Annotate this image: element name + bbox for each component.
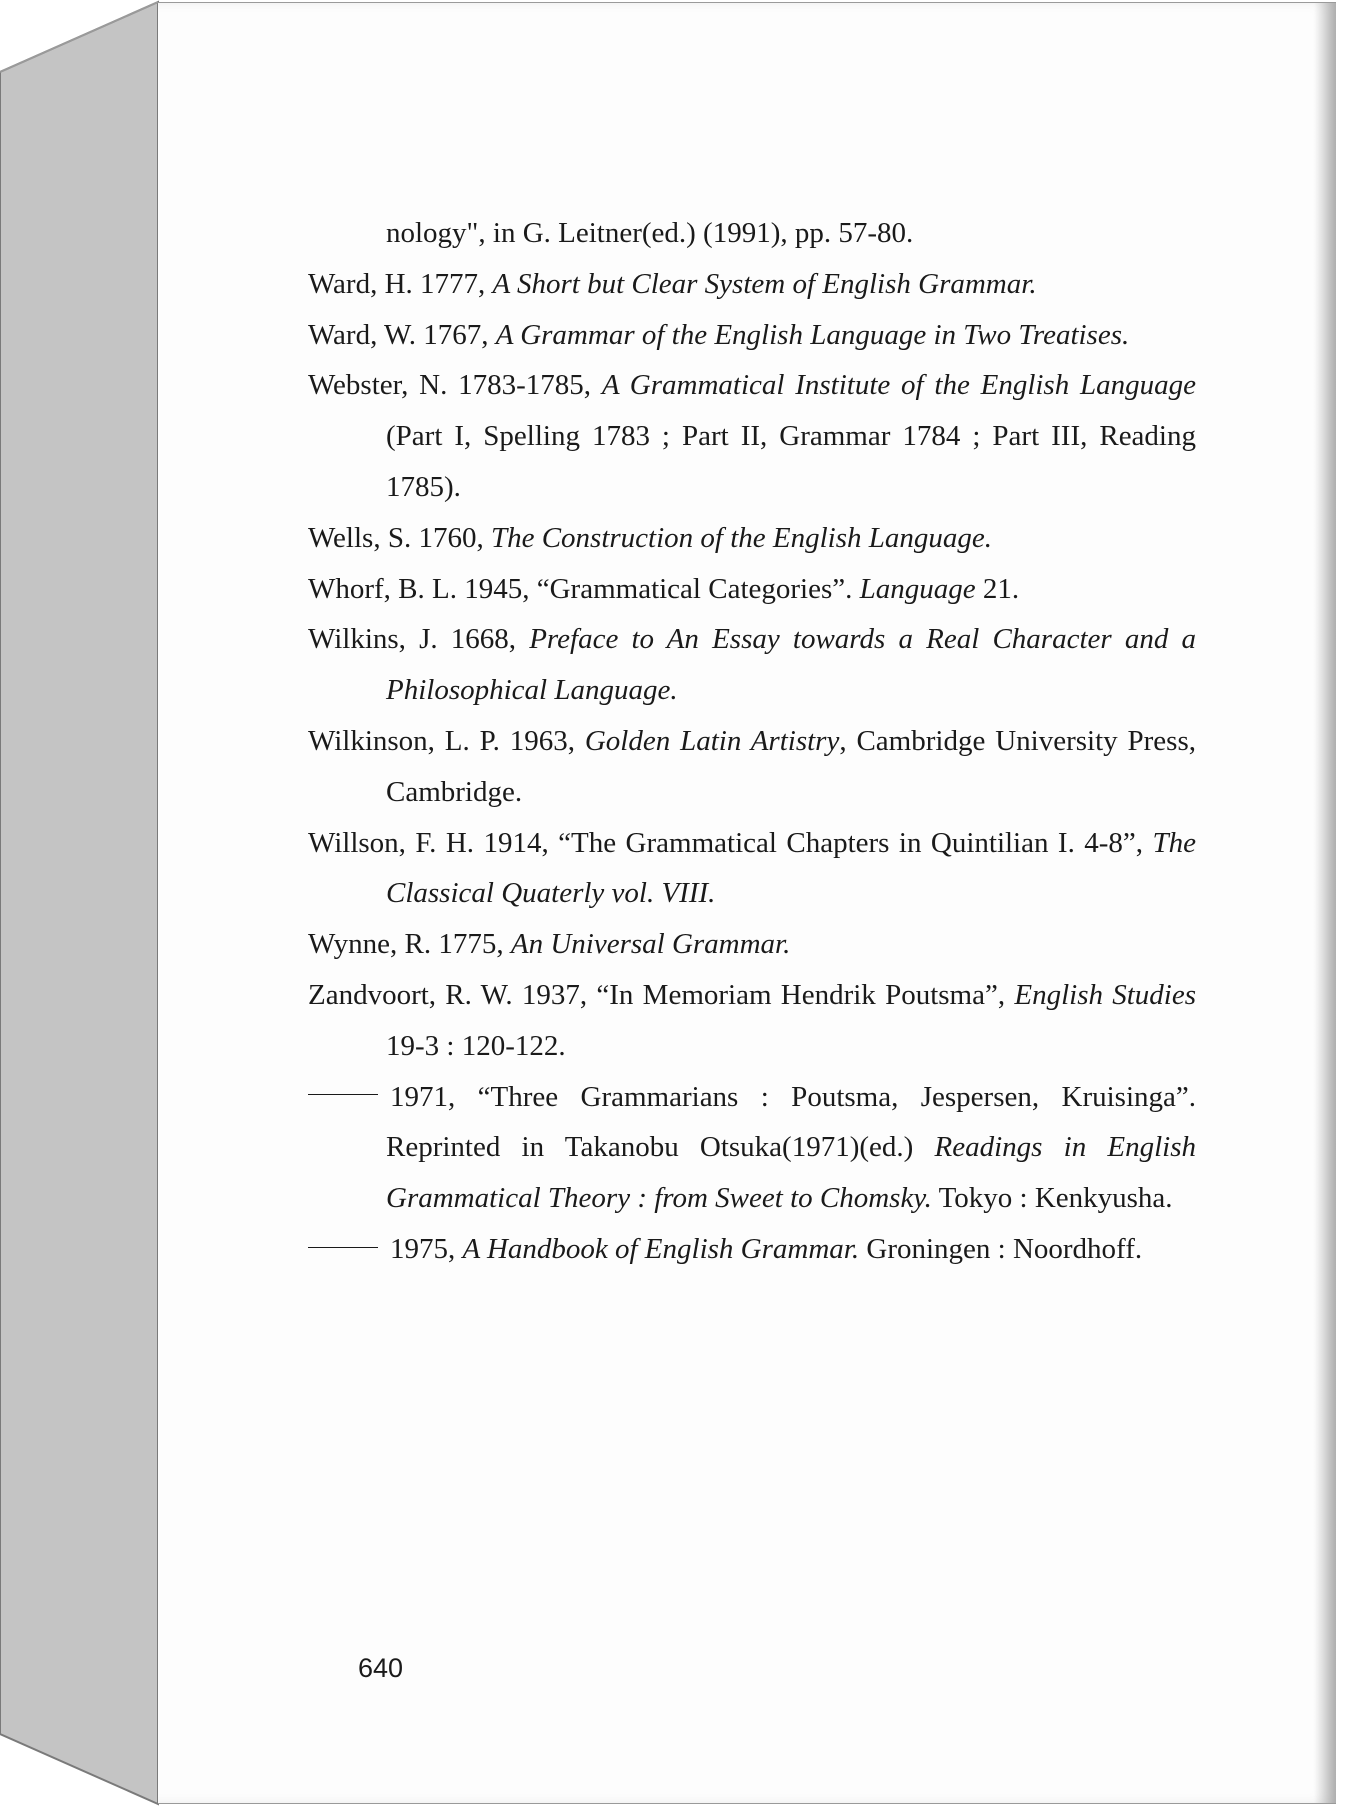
reference-title: Golden Latin Artistry (584, 724, 840, 757)
reference-text: Wilkins, J. 1668, (308, 623, 530, 656)
reference-title: A Grammatical Institute of the English Language (601, 369, 1196, 402)
reference-text: Wells, S. 1760, (308, 521, 491, 554)
reference-title: Readings in English Grammatical Theory : from Sweet to Chomsky. (386, 1131, 1197, 1215)
reference-entry (308, 716, 1196, 818)
reference-text: Wynne, R. 1775, (308, 928, 511, 961)
reference-entry (308, 919, 1196, 970)
reference-title: The Classical Quaterly vol. VIII. (386, 826, 1196, 910)
reference-entry (308, 614, 1196, 716)
reference-text: Ward, H. 1777, (308, 267, 493, 300)
reference-entry (308, 310, 1196, 361)
reference-text: Wilkinson, L. P. 1963, (308, 724, 585, 757)
reference-text: 1971, “Three Grammarians : Poutsma, Jespersen, Kruisinga”. Reprinted in Takanobu Otsuka(1971)(ed.) (386, 1080, 1196, 1164)
reference-text: 19-3 : 120-122. (386, 1029, 566, 1062)
reference-text: Willson, F. H. 1914, “The Grammatical Chapters in Quintilian I. 4-8”, (308, 826, 1153, 859)
reference-title: The Construction of the English Language. (490, 521, 993, 554)
reference-text: (Part I, Spelling 1783 ; Part II, Grammar 1784 ; Part III, Reading 1785). (386, 420, 1196, 503)
reference-title: A Handbook of English Grammar. (462, 1232, 860, 1265)
reference-title: A Short but Clear System of English Grammar. (492, 267, 1037, 300)
reference-title: An Universal Grammar. (510, 928, 791, 961)
reference-text: Groningen : Noordhoff. (859, 1232, 1143, 1265)
book-page (158, 2, 1336, 1804)
reference-title: Preface to An Essay towards a Real Character and a Philosophical Language. (386, 623, 1196, 707)
reference-list (308, 208, 1196, 1275)
reference-entry (308, 1224, 1196, 1275)
reference-entry (308, 259, 1196, 310)
reference-text: Ward, W. 1767, (308, 318, 496, 351)
reference-title: A Grammar of the English Language in Two Treatises. (495, 318, 1130, 351)
reference-text: Zandvoort, R. W. 1937, “In Memoriam Hendrik Poutsma”, (308, 978, 1015, 1011)
reference-entry (308, 360, 1196, 512)
ditto-dash (308, 1094, 378, 1095)
reference-text: 21. (975, 572, 1020, 605)
page-number: 640 (358, 1653, 404, 1683)
reference-text: Whorf, B. L. 1945, “Grammatical Categories”. (308, 572, 860, 605)
reference-entry (308, 513, 1196, 564)
reference-text: nology", in G. Leitner(ed.) (1991), pp. 57-80. (386, 217, 914, 249)
reference-entry (308, 1072, 1196, 1224)
book-spine (0, 0, 160, 1806)
ditto-dash (308, 1247, 378, 1248)
reference-entry (308, 818, 1196, 920)
reference-entry (308, 564, 1196, 615)
page-edge-shadow (1314, 3, 1336, 1803)
reference-text: Tokyo : Kenkyusha. (931, 1182, 1173, 1215)
reference-entry (308, 208, 1196, 259)
reference-text: Webster, N. 1783-1785, (308, 369, 602, 402)
reference-title: Language (859, 572, 976, 605)
reference-title: English Studies (1014, 978, 1197, 1011)
reference-entry (308, 970, 1196, 1072)
reference-text: 1975, (390, 1232, 463, 1265)
reference-text: , Cambridge University Press, Cambridge. (386, 724, 1196, 808)
